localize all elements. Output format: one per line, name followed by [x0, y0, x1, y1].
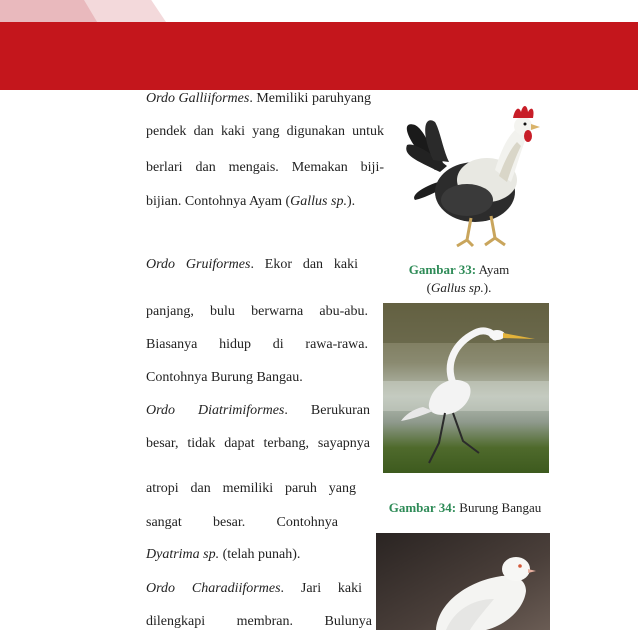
paragraph-gruiformes-line-3: Biasanya hidup di rawa-rawa. — [146, 337, 368, 352]
paragraph-diatrimiformes-line-5 — [146, 546, 300, 564]
figure-34-label: Gambar 34: — [388, 500, 457, 515]
paragraph-gruiformes-line-1 — [146, 256, 358, 274]
paragraph-diatrimiformes-line-1 — [146, 402, 370, 420]
header-bar — [0, 22, 638, 90]
ordo-diatrimiformes-term: Ordo Diatrimiformes — [146, 403, 285, 418]
species-name: Gallus sp. — [290, 194, 347, 209]
figure-33-text: Ayam — [476, 262, 510, 277]
paragraph-galliformes-line-2: pendek dan kaki yang digunakan untuk — [146, 124, 384, 139]
ordo-galliformes-term: Ordo Galliiformes — [146, 91, 250, 106]
text: ( — [426, 280, 431, 295]
paragraph-diatrimiformes-line-4: sangat besar. Contohnya — [146, 515, 338, 530]
text: . Ekor dan kaki — [250, 257, 358, 272]
text: ). — [483, 280, 492, 295]
paragraph-diatrimiformes-line-3: atropi dan memiliki paruh yang — [146, 481, 356, 496]
species-name: Dyatrima sp. — [146, 547, 220, 562]
rooster-image — [395, 100, 545, 252]
dove-image — [376, 533, 550, 630]
text: . Memiliki paruhyang — [249, 91, 372, 106]
text: (telah punah). — [219, 547, 301, 562]
paragraph-charadiiformes-line-2: dilengkapi membran. Bulunya — [146, 614, 372, 629]
ordo-gruiformes-term: Ordo Gruiformes — [146, 257, 251, 272]
paragraph-galliformes-line-1 — [146, 90, 371, 108]
text: ). — [346, 194, 356, 209]
ordo-charadiiformes-term: Ordo Charadiiformes — [146, 581, 281, 596]
text: . Berukuran — [284, 403, 370, 418]
paragraph-gruiformes-line-2: panjang, bulu berwarna abu-abu. — [146, 304, 368, 319]
figure-33-label: Gambar 33: — [408, 262, 477, 277]
paragraph-gruiformes-line-4: Contohnya Burung Bangau. — [146, 370, 303, 385]
paragraph-galliformes-line-4 — [146, 193, 355, 211]
text: . Jari kaki — [280, 581, 362, 596]
figure-33-caption — [384, 261, 534, 297]
text: bijian. Contohnya Ayam ( — [146, 194, 291, 209]
species-name: Gallus sp. — [431, 280, 484, 295]
heron-image — [383, 303, 549, 473]
decorative-tab-left — [0, 0, 100, 22]
figure-34-text: Burung Bangau — [456, 500, 542, 515]
paragraph-diatrimiformes-line-2: besar, tidak dapat terbang, sayapnya — [146, 436, 370, 451]
paragraph-charadiiformes-line-1 — [146, 580, 362, 598]
figure-34-caption — [380, 499, 550, 517]
paragraph-galliformes-line-3: berlari dan mengais. Memakan biji- — [146, 160, 384, 175]
